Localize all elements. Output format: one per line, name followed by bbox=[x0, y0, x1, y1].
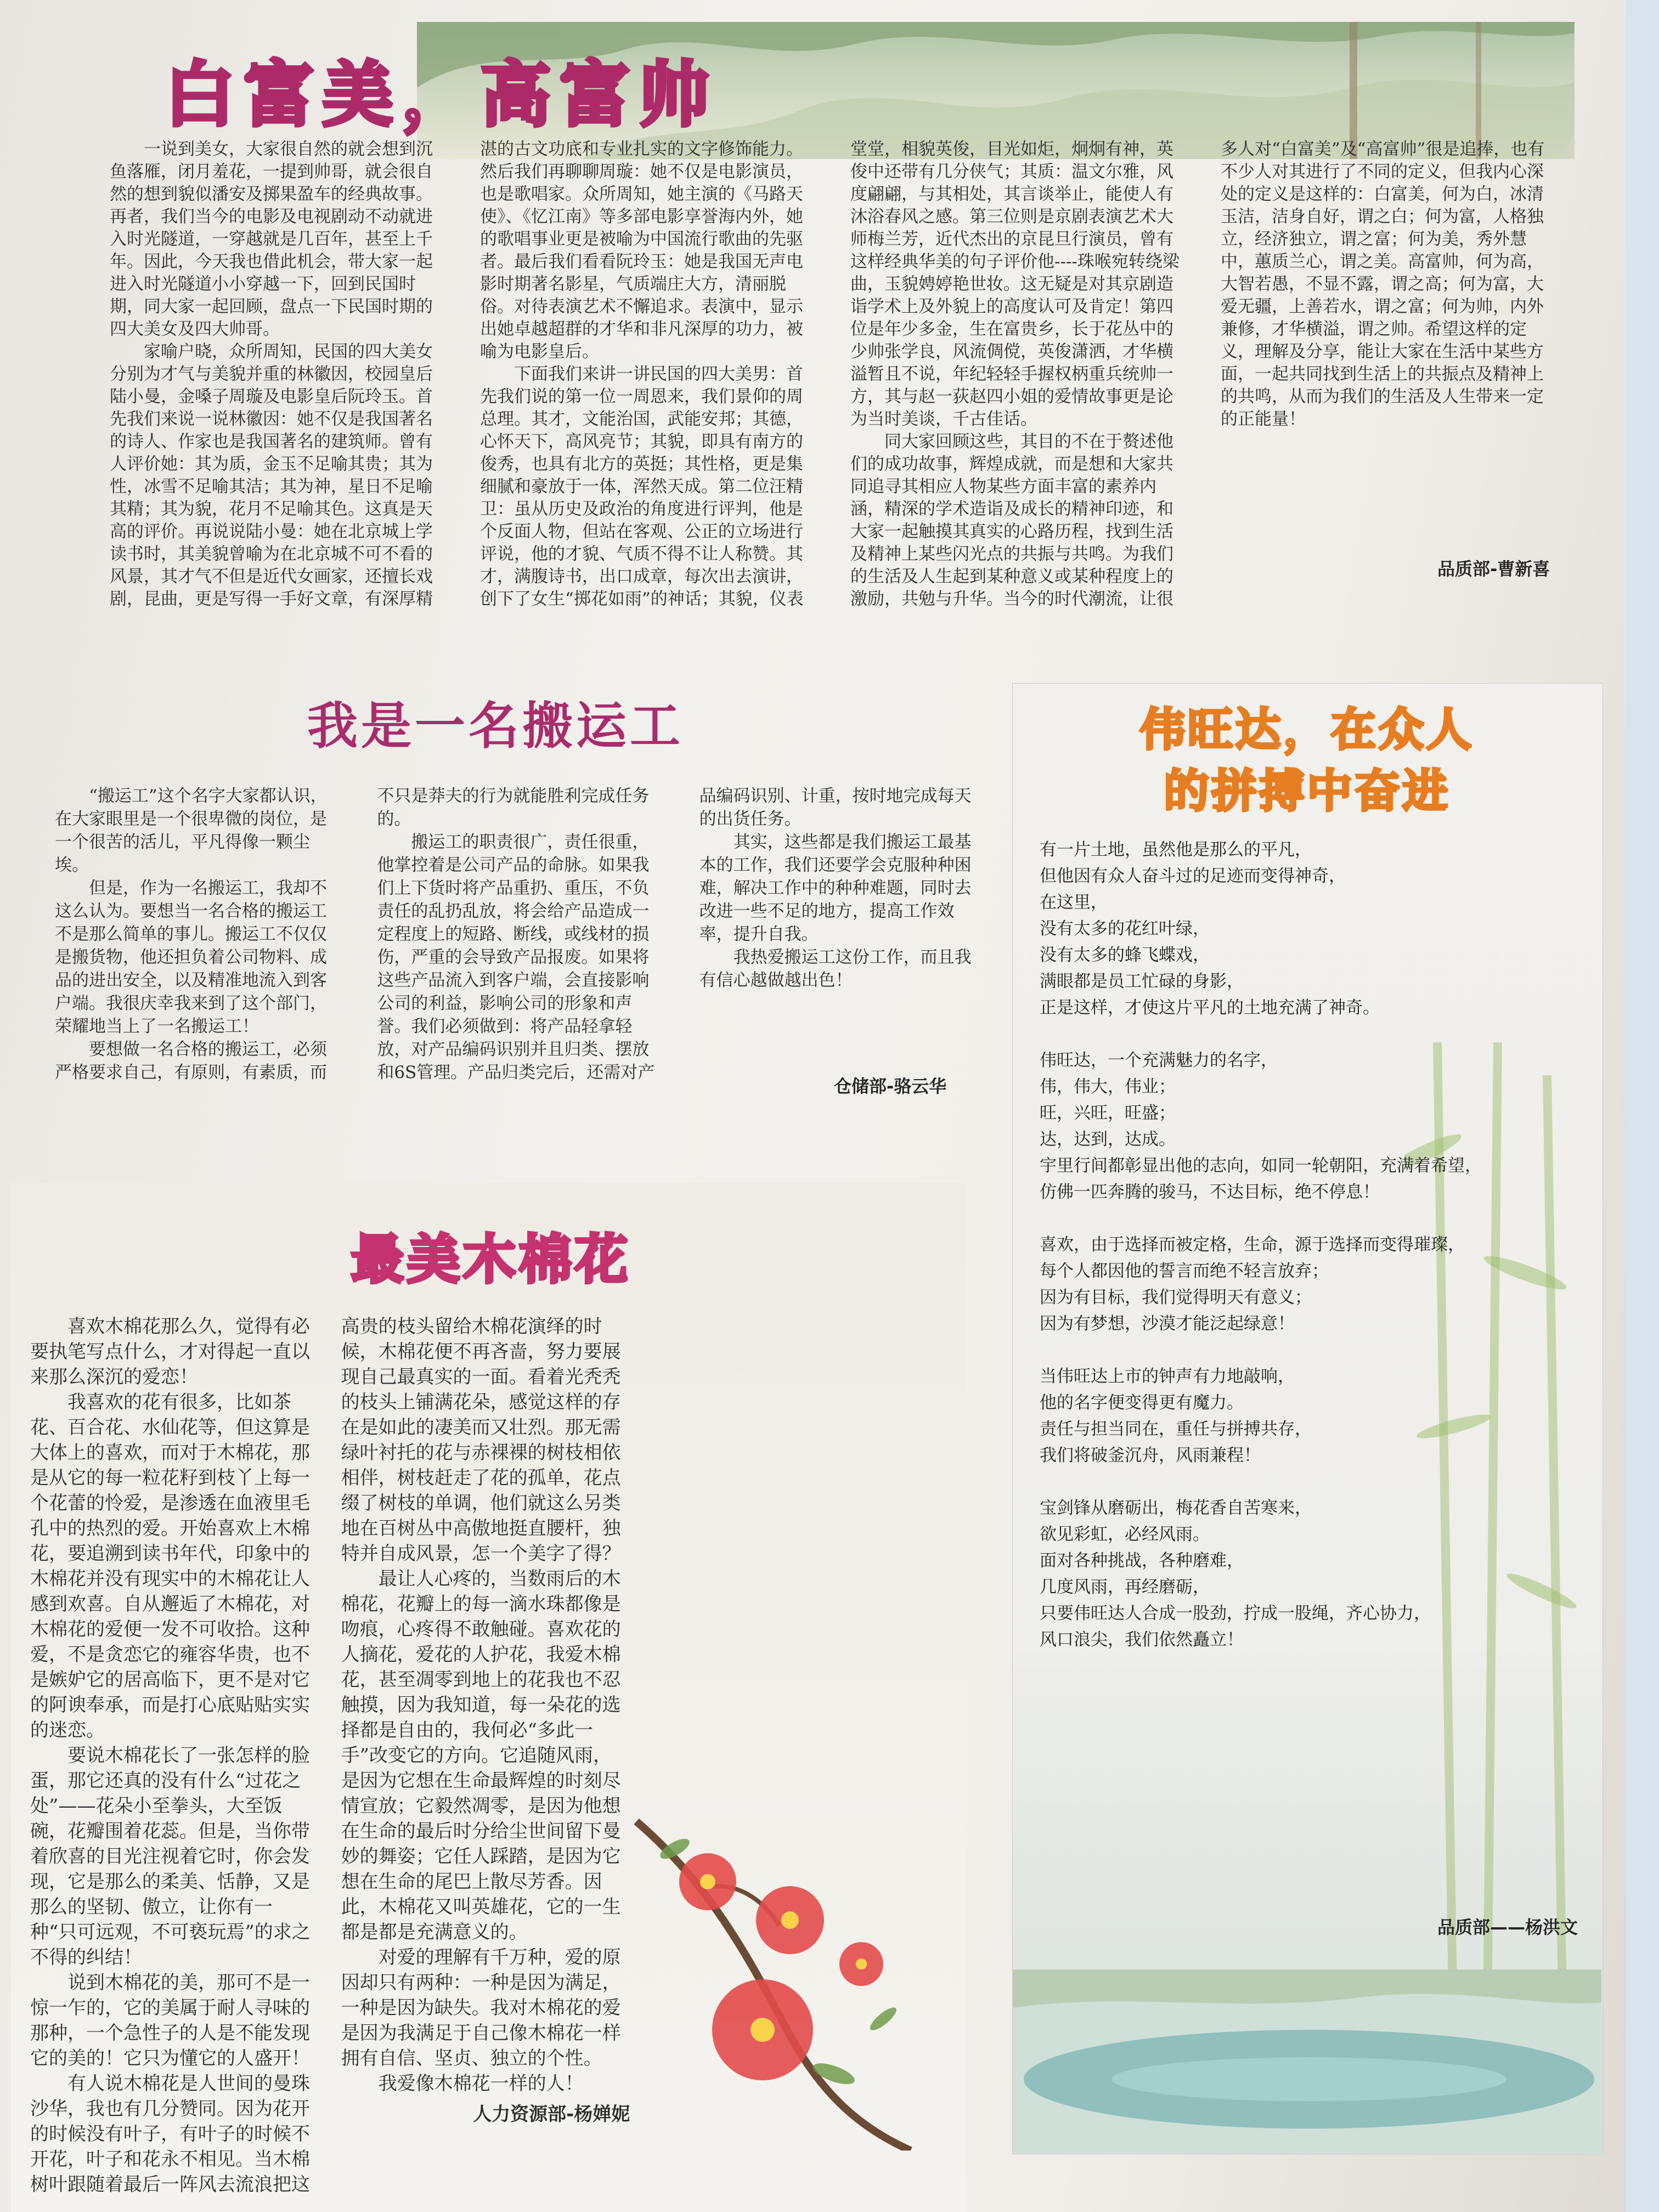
paragraph: 要想做一名合格的搬运工，必须严格要求自己，有原则，有素质，而不只是莽夫的行为就能胜利完成任务的。 bbox=[55, 786, 650, 1082]
poem-line: 但他因有众人奋斗过的足迹而变得神奇， bbox=[1040, 866, 1346, 886]
paragraph: 有人说木棉花是人世间的曼珠沙华，我也有几分赞同。因为花开的时候没有叶子，有叶子的时候不开花，叶子和花永不相见。当木棉树叶跟随着最后一阵风去流浪把这高贵的枝头留给木棉花演绎的时候，木棉花便不再吝啬，努力要展现自己最真实的一面。看着光秃秃的枝头上铺满花朵，感觉这样的存在是如此的凄美而又壮烈。那无需绿叶衬托的花与赤裸裸的树枝相依相伴，树枝赶走了花的孤单，花点缀了树枝的单调，他们就这么另类地在百树丛中高傲地挺直腰杆，独特并自成风景，怎一个美字了得？ bbox=[30, 1316, 621, 2196]
paragraph: 我爱像木棉花一样的人！ bbox=[378, 2073, 584, 2095]
paragraph: 说到木棉花的美，那可不是一惊一乍的，它的美属于耐人寻味的那种，一个急性子的人是不能发现它的美的！它只为懂它的人盛开！ bbox=[30, 1972, 310, 2069]
paragraph: 一说到美女，大家很自然的就会想到沉鱼落雁，闭月羞花，一提到帅哥，就会很自然的想到貌似潘安及掷果盈车的经典故事。再者，我们当今的电影及电视剧动不动就进入时光隧道，一穿越就是几百年，甚至上千年。因此，今天我也借此机会，带大家一起进入时光隧道小小穿越一下，回到民国时期，同大家一起回顾，盘点一下民国时期的四大美女及四大帅哥。 bbox=[110, 139, 433, 339]
title-line-1: 伟旺达，在众人 bbox=[1139, 704, 1474, 756]
poem-line: 在这里， bbox=[1040, 893, 1108, 912]
paragraph: 同大家回顾这些，其目的不在于赘述他们的成功故事，辉煌成就，而是想和大家共同追寻其相应人物某些方面丰富的素养内涵，精深的学术造诣及成长的精神印迹，和大家一起触摸其真实的心路历程，找到生活及精神上某些闪光点的共振与共鸣。为我们的生活及人生起到某种意义或某种程度上的激励，共勉与升华。当今的时代潮流，让很多人对“白富美”及“高富帅”很是追捧，也有不少人对其进行了不同的定义，但我内心深处的定义是这样的：白富美，何为白，冰清玉洁，洁身自好，谓之白；何为富，人格独立，经济独立，谓之富；何为美，秀外慧中，蕙质兰心，谓之美。高富帅，何为高，大智若愚，不显不露，谓之高；何为富，大爱无疆，上善若水，谓之富；何为帅，内外兼修，才华横溢，谓之帅。希望这样的定义，理解及分享，能让大家在生活中某些方面，一起共同找到生活上的共振点及精神上的共鸣，从而为我们的生活及人生带来一定的正能量！ bbox=[850, 139, 1545, 609]
poem-line: 有一片土地，虽然他是那么的平凡， bbox=[1040, 840, 1312, 860]
byline-kapok: 人力资源部-杨婵妮 bbox=[473, 2103, 630, 2125]
paragraph: 但是，作为一名搬运工，我却不这么认为。要想当一名合格的搬运工不是那么简单的事儿。搬运工不仅仅是搬货物，他还担负着公司物料、成品的进出安全，以及精准地流入到客户端。我很庆幸我来到了这个部门，荣耀地当上了一名搬运工！ bbox=[55, 878, 327, 1036]
poem-line: 每个人都因他的誓言而绝不轻言放弃； bbox=[1040, 1261, 1329, 1281]
article-body-beauty bbox=[110, 138, 1558, 627]
poem-line: 他的名字便变得更有魔力。 bbox=[1040, 1393, 1244, 1413]
poem-line: 伟，伟大，伟业； bbox=[1040, 1077, 1176, 1097]
poem-line: 宝剑锋从磨砺出，梅花香自苦寒来， bbox=[1040, 1498, 1312, 1518]
page-edge-background bbox=[1626, 0, 1659, 2212]
byline-porter: 仓储部-骆云华 bbox=[834, 1076, 947, 1097]
poem-stanza bbox=[1040, 1047, 1588, 1205]
poem-stanza bbox=[1040, 1495, 1588, 1653]
poem-line: 责任与担当同在，重任与拼搏共存， bbox=[1040, 1419, 1312, 1439]
poem-line: 满眼都是员工忙碌的身影， bbox=[1040, 972, 1244, 991]
paragraph: 我热爱搬运工这份工作，而且我有信心越做越出色！ bbox=[699, 947, 972, 990]
article-title-porter: 我是一名搬运工 bbox=[307, 697, 684, 755]
article-title-kapok: 最美木棉花 bbox=[351, 1229, 631, 1290]
poem-stanza bbox=[1040, 1232, 1588, 1337]
poem-line: 面对各种挑战，各种磨难， bbox=[1040, 1551, 1244, 1571]
paragraph: 搬运工的职责很广，责任很重，他掌控着是公司产品的命脉。如果我们上下货时将产品重扔、重压，不负责任的乱扔乱放，将会给产品造成一定程度上的短路、断线，或线材的损伤，严重的会导致产品报废。如果将这些产品流入到客户端，会直接影响公司的利益，影响公司的形象和声誉。我们必须做到：将产品轻拿轻放，对产品编码识别并且归类、摆放和6S管理。产品归类完后，还需对产品编码识别、计重，按时地完成每天的出货任务。 bbox=[377, 786, 972, 1082]
poem-line: 因为有梦想，沙漠才能泛起绿意！ bbox=[1040, 1314, 1295, 1334]
title-line-2: 的拼搏中奋进 bbox=[1164, 765, 1451, 817]
byline-weiwangda: 品质部——杨洪文 bbox=[1437, 1917, 1578, 1938]
paragraph: 最让人心疼的，当数雨后的木棉花，花瓣上的每一滴水珠都像是吻痕，心疼得不敢触碰。喜欢花的人摘花，爱花的人护花，我爱木棉花，甚至凋零到地上的花我也不忍触摸，因为我知道，每一朵花的选择都是自由的，我何必“多此一手”改变它的方向。它追随风雨，是因为它想在生命最辉煌的时刻尽情宣放；它毅然凋零，是因为他想在生命的最后时分给尘世间留下曼妙的舞姿；它任人踩踏，是因为它想在生命的尾巴上散尽芳香。因此，木棉花又叫英雄花，它的一生都是都是充满意义的。 bbox=[341, 1568, 621, 1943]
poem-line: 宇里行间都彰显出他的志向，如同一轮朝阳，充满着希望， bbox=[1040, 1156, 1482, 1176]
poem-line: 正是这样，才使这片平凡的土地充满了神奇。 bbox=[1040, 998, 1380, 1018]
poem-line: 几度风雨，再经磨砺， bbox=[1040, 1577, 1210, 1597]
poem-line: 当伟旺达上市的钟声有力地敲响， bbox=[1040, 1367, 1295, 1386]
poem-stanza bbox=[1040, 1363, 1588, 1469]
paragraph: 喜欢木棉花那么久，觉得有必要执笔写点什么，才对得起一直以来那么深沉的爱恋！ bbox=[30, 1316, 310, 1388]
paragraph: 对爱的理解有千万种，爱的原因却只有两种：一种是因为满足，一种是因为缺失。我对木棉花的爱是因为我满足于自己像木棉花一样拥有自信、坚贞、独立的个性。 bbox=[341, 1946, 621, 2069]
paragraph: 其实，这些都是我们搬运工最基本的工作，我们还要学会克服种种困难，解决工作中的种种难题，同时去改进一些不足的地方，提高工作效率，提升自我。 bbox=[699, 832, 972, 944]
byline-beauty: 品质部-曹新喜 bbox=[1437, 558, 1550, 579]
paragraph: 我喜欢的花有很多，比如茶花、百合花、水仙花等，但这算是大体上的喜欢，而对于木棉花，那是从它的每一粒花籽到枝丫上每一个花蕾的怜爱，是渗透在血液里毛孔中的热烈的爱。开始喜欢上木棉花，要追溯到读书年代，印象中的木棉花并没有现实中的木棉花让人感到欢喜。自从邂逅了木棉花，对木棉花的爱便一发不可收拾。这种爱，不是贪恋它的雍容华贵，也不是嫉妒它的居高临下，更不是对它的阿谀奉承，而是打心底贴贴实实的迷恋。 bbox=[30, 1391, 310, 1741]
poem-line: 达，达到，达成。 bbox=[1040, 1130, 1176, 1149]
poem-line: 风口浪尖，我们依然矗立！ bbox=[1040, 1630, 1244, 1650]
article-title-weiwangda bbox=[1037, 699, 1577, 822]
kapok-flower-illustration bbox=[625, 1799, 933, 2151]
poem-line: 只要伟旺达人合成一股劲，拧成一股绳，齐心协力， bbox=[1040, 1604, 1431, 1623]
poem-line: 没有太多的花红叶绿， bbox=[1040, 919, 1210, 939]
poem-line: 因为有目标，我们觉得明天有意义； bbox=[1040, 1288, 1312, 1307]
poem-line: 没有太多的蜂飞蝶戏， bbox=[1040, 945, 1210, 965]
paragraph: “搬运工”这个名字大家都认识，在大家眼里是一个很卑微的岗位，是一个很苦的活儿，平凡得像一颗尘埃。 bbox=[55, 786, 328, 875]
paragraph: 家喻户晓，众所周知，民国的四大美女分别为才气与美貌并重的林徽因，校园皇后陆小曼，金嗓子周璇及电影皇后阮玲玉。首先我们来说一说林徽因：她不仅是我国著名的诗人、作家也是我国著名的建筑师。曾有人评价她：其为质，金玉不足喻其贵；其为性，冰雪不足喻其洁；其为神，星日不足喻其精；其为貌，花月不足喻其色。这真是天高的评价。再说说陆小曼：她在北京城上学读书时，其美貌曾喻为在北京城不可不看的风景，其才气不但是近代女画家，还擅长戏剧，昆曲，更是写得一手好文章，有深厚精湛的古文功底和专业扎实的文字修饰能力。然后我们再聊聊周璇：她不仅是电影演员，也是歌唱家。众所周知，她主演的《马路天使》、《忆江南》等多部电影享誉海内外，她的歌唱事业更是被喻为中国流行歌曲的先驱者。最后我们看看阮玲玉：她是我国无声电影时期著名影星，气质端庄大方，清丽脱俗。对待表演艺术不懈追求。表演中，显示出她卓越超群的才华和非凡深厚的功力，被喻为电影皇后。 bbox=[110, 139, 803, 609]
poem-line: 仿佛一匹奔腾的骏马，不达目标，绝不停息！ bbox=[1040, 1182, 1380, 1202]
article-title-beauty: 白富美，高富帅 bbox=[165, 54, 718, 136]
poem-weiwangda bbox=[1040, 837, 1588, 1679]
paragraph: 下面我们来讲一讲民国的四大美男：首先我们说的第一位一周恩来，我们景仰的周总理。其才，文能治国，武能安邦；其德，心怀天下，高风亮节；其貌，即具有南方的俊秀，也具有北方的英挺；其性格，更是集细腻和豪放于一体，浑然天成。第二位汪精卫：虽从历史及政治的角度进行评判，他是个反面人物，但站在客观、公正的立场进行评说，他的才貌、气质不得不让人称赞。其才，满腹诗书，出口成章，每次出去演讲，创下了女生“掷花如雨”的神话；其貌，仪表堂堂，相貌英俊，目光如炬，炯炯有神，英俊中还带有几分侠气；其质：温文尔雅，风度翩翩，与其相处，其言谈举止，能使人有沐浴春风之感。第三位则是京剧表演艺术大师梅兰芳，近代杰出的京昆旦行演员，曾有这样经典华美的句子评价他----珠喉宛转绕梁曲，玉貌娉婷艳世妆。这无疑是对其京剧造诣学术上及外貌上的高度认可及肯定！第四位是年少多金，生在富贵乡，长于花丛中的少帅张学良，风流倜傥，英俊潇洒，才华横溢暂且不说，年纪轻轻手握权柄重兵统帅一方，其与赵一荻赵四小姐的爱情故事更是论为当时美谈，千古佳话。 bbox=[480, 139, 1180, 609]
poem-line: 喜欢，由于选择而被定格，生命，源于选择而变得璀璨， bbox=[1040, 1235, 1465, 1255]
poem-line: 欲见彩虹，必经风雨。 bbox=[1040, 1525, 1210, 1544]
poem-line: 我们将破釜沉舟，风雨兼程！ bbox=[1040, 1446, 1261, 1465]
paragraph: 要说木棉花长了一张怎样的脸蛋，那它还真的没有什么“过花之处”——花朵小至拳头，大至饭碗，花瓣围着花蕊。但是，当你带着欣喜的目光注视着它时，你会发现，它是那么的柔美、恬静，又是那么的坚韧、傲立，让你有一种“只可远观，不可亵玩焉”的求之不得的纠结！ bbox=[30, 1745, 311, 1968]
poem-stanza bbox=[1040, 837, 1588, 1021]
lake-illustration bbox=[1013, 1970, 1601, 2153]
poem-line: 伟旺达，一个充满魅力的名字， bbox=[1040, 1051, 1278, 1070]
poem-line: 旺，兴旺，旺盛； bbox=[1040, 1103, 1176, 1123]
